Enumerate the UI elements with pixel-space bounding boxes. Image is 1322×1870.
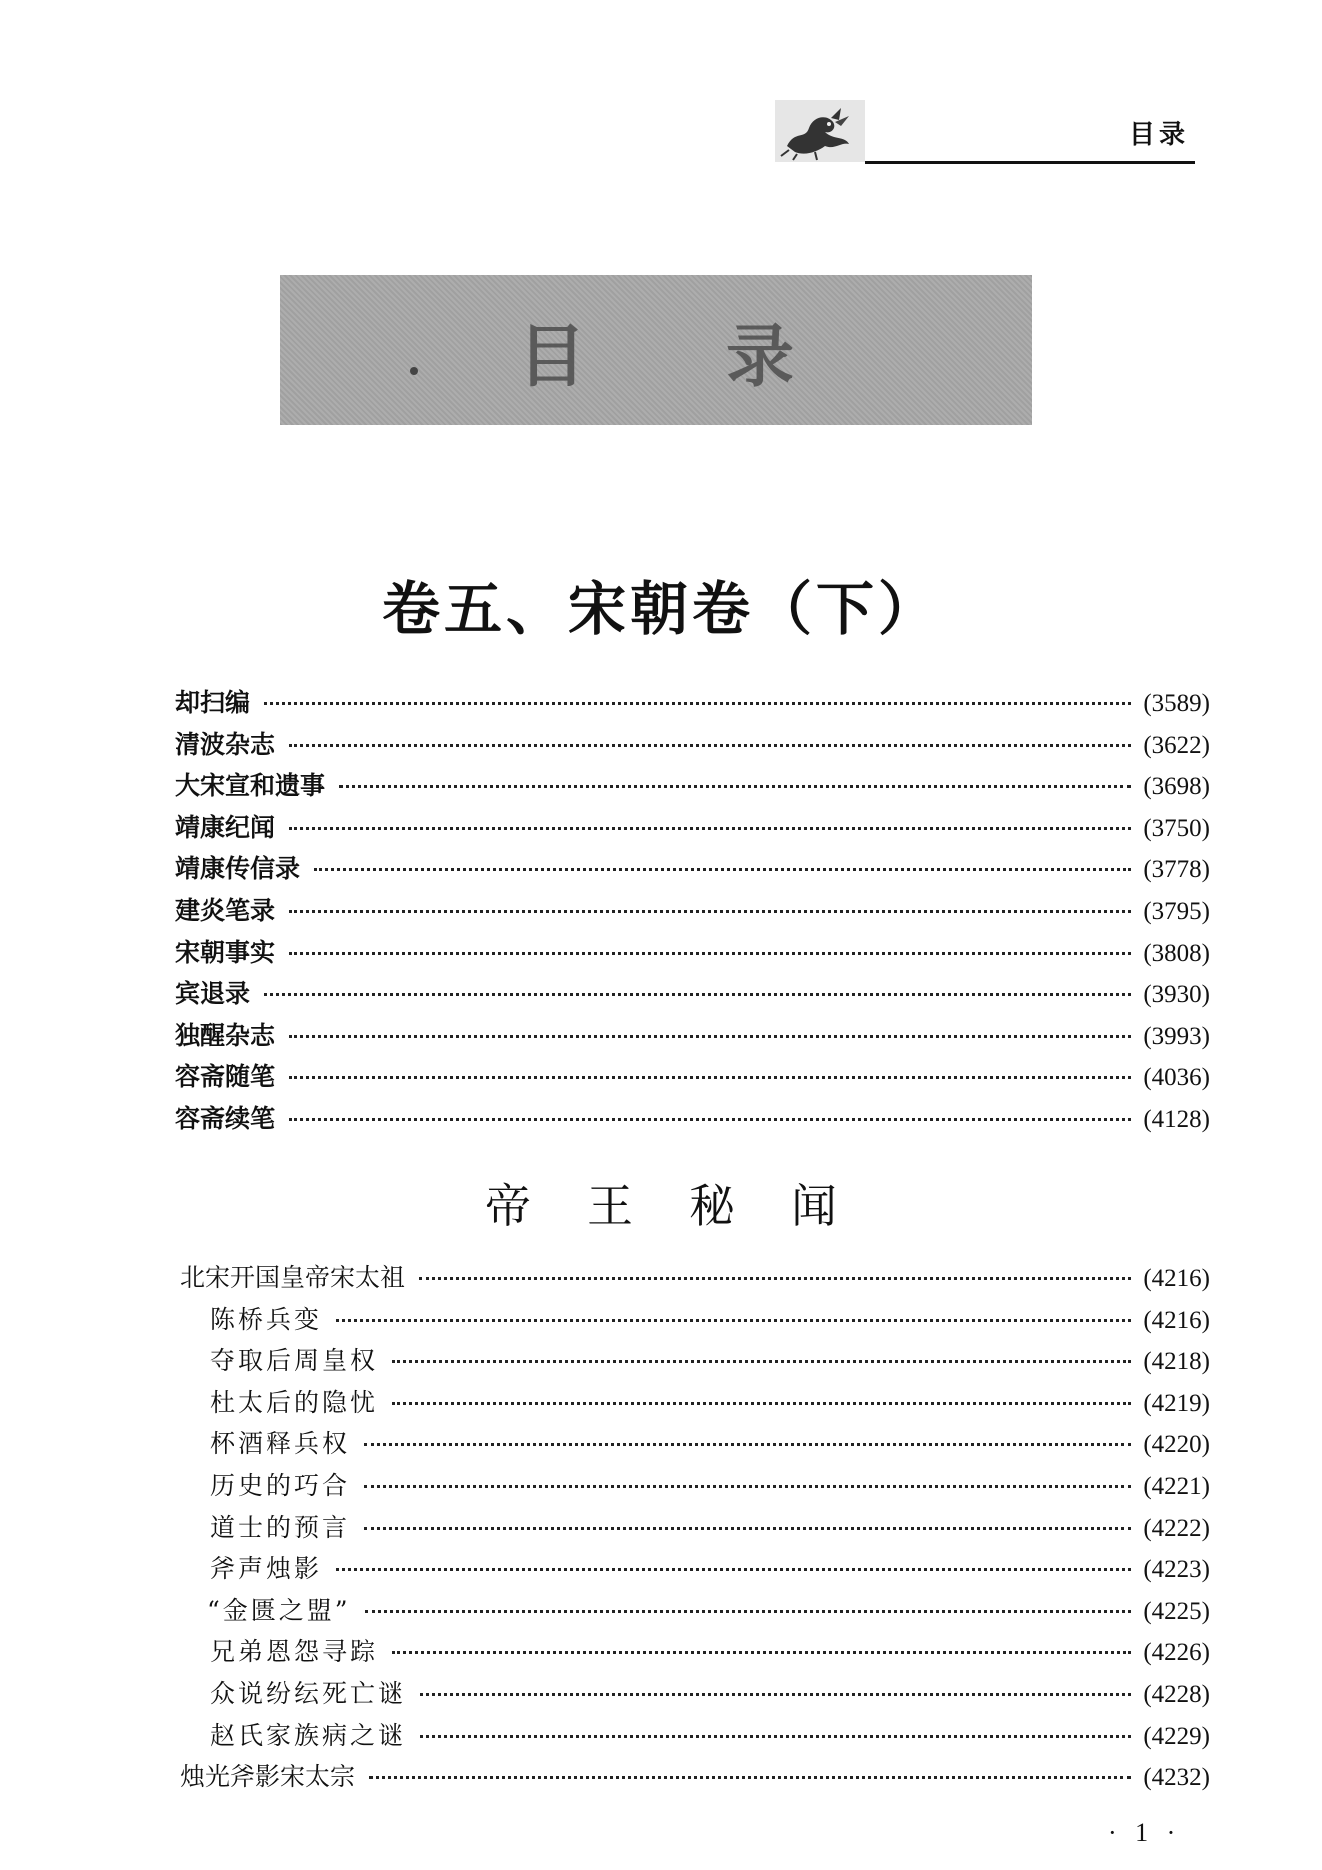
dot-leader	[264, 993, 1131, 996]
toc-entry-title: 兄弟恩怨寻踪	[210, 1637, 379, 1667]
dot-leader	[289, 744, 1131, 747]
toc-entry-title: 历史的巧合	[210, 1470, 351, 1500]
toc-entry-title: 杜太后的隐忧	[210, 1387, 379, 1417]
toc-entry-page: ( 4218 )	[1143, 1348, 1210, 1376]
toc-entry-page: ( 3795 )	[1143, 898, 1210, 926]
toc-entry-title: “金匮之盟”	[207, 1595, 351, 1625]
dot-leader	[289, 1118, 1131, 1121]
dot-leader	[420, 1735, 1131, 1738]
toc-entry-title: 斧声烛影	[210, 1554, 323, 1584]
toc-entry-title: 赵氏家族病之谜	[210, 1720, 407, 1750]
toc-entry[interactable]	[0, 1591, 1322, 1633]
dot-leader	[289, 1076, 1131, 1079]
toc-entry-page: ( 4232 )	[1143, 1764, 1210, 1792]
toc-entry-title: 大宋宣和遗事	[175, 771, 326, 801]
toc-entry-page: ( 3778 )	[1143, 856, 1210, 884]
volume-heading: 卷五、宋朝卷（下）	[381, 575, 940, 643]
dot-leader	[419, 1277, 1131, 1280]
dot-leader	[364, 1527, 1131, 1530]
toc-entry-title: 陈桥兵变	[210, 1304, 323, 1334]
toc-entry-page: ( 4220 )	[1143, 1431, 1210, 1459]
toc-entry-page: ( 3993 )	[1143, 1023, 1210, 1051]
toc-entry-page: ( 3808 )	[1143, 940, 1210, 968]
toc-entry[interactable]	[0, 1099, 1322, 1141]
page-number: · 1 ·	[1108, 1818, 1182, 1847]
toc-entry[interactable]	[0, 933, 1322, 975]
toc-entry-page: ( 4223 )	[1143, 1556, 1210, 1584]
toc-entry[interactable]	[0, 891, 1322, 933]
dot-leader	[364, 1443, 1131, 1446]
toc-entry-title: 众说纷纭死亡谜	[210, 1678, 407, 1708]
toc-entry-page: ( 4216 )	[1143, 1307, 1210, 1335]
toc-entry-page: ( 4036 )	[1143, 1064, 1210, 1092]
toc-entry-page: ( 4221 )	[1143, 1473, 1210, 1501]
toc-entry-title: 靖康传信录	[175, 854, 301, 884]
toc-entry-page: ( 3698 )	[1143, 773, 1210, 801]
toc-entry[interactable]	[0, 1466, 1322, 1508]
running-header	[775, 100, 1195, 166]
toc-entry-title: 容斋续笔	[175, 1103, 276, 1133]
dot-leader	[392, 1651, 1131, 1654]
toc-entry-title: 烛光斧影宋太宗	[180, 1762, 356, 1792]
toc-entry[interactable]	[0, 1757, 1322, 1799]
toc-entry[interactable]	[0, 1016, 1322, 1058]
dot-leader	[264, 702, 1131, 705]
dot-leader	[365, 1610, 1132, 1613]
toc-entry-title: 靖康纪闻	[175, 812, 276, 842]
toc-entry-title: 道士的预言	[210, 1512, 351, 1542]
toc-entry-title: 北宋开国皇帝宋太祖	[180, 1263, 406, 1292]
section-toc-list	[0, 1258, 1322, 1799]
volume-toc-list	[0, 683, 1322, 1141]
dot-leader	[392, 1402, 1131, 1405]
dot-leader	[289, 910, 1131, 913]
toc-entry-page: ( 4216 )	[1143, 1265, 1210, 1293]
toc-entry-page: ( 4222 )	[1143, 1515, 1210, 1543]
header-rule	[865, 161, 1195, 164]
banner-title: 目录	[517, 318, 934, 397]
dot-leader	[364, 1485, 1131, 1488]
toc-entry[interactable]	[0, 683, 1322, 725]
dot-leader	[369, 1776, 1131, 1779]
toc-entry-title: 宾退录	[175, 979, 251, 1009]
toc-entry-page: ( 3589 )	[1143, 690, 1210, 718]
toc-entry-page: ( 4225 )	[1143, 1598, 1210, 1626]
dot-leader	[339, 785, 1131, 788]
toc-entry[interactable]	[0, 725, 1322, 767]
dot-leader	[336, 1568, 1131, 1571]
toc-entry[interactable]	[0, 1300, 1322, 1342]
toc-entry[interactable]	[0, 1424, 1322, 1466]
toc-entry-page: ( 4226 )	[1143, 1639, 1210, 1667]
toc-entry-title: 却扫编	[175, 688, 251, 717]
dot-leader	[289, 1035, 1131, 1038]
dot-leader	[420, 1693, 1131, 1696]
toc-entry[interactable]	[0, 1632, 1322, 1674]
dot-leader	[336, 1319, 1131, 1322]
section-heading: 帝王秘闻	[485, 1179, 893, 1233]
toc-entry[interactable]	[0, 1549, 1322, 1591]
running-header-title: 目录	[1128, 120, 1189, 150]
toc-entry-title: 容斋随笔	[175, 1062, 276, 1092]
toc-entry[interactable]	[0, 1383, 1322, 1425]
toc-entry-page: ( 4229 )	[1143, 1723, 1210, 1751]
toc-entry-page: ( 4219 )	[1143, 1390, 1210, 1418]
toc-entry-title: 杯酒释兵权	[210, 1429, 351, 1459]
dot-leader	[314, 868, 1131, 871]
toc-entry[interactable]	[0, 974, 1322, 1016]
toc-entry-title: 独醒杂志	[175, 1020, 276, 1050]
toc-entry-title: 建炎笔录	[175, 895, 276, 925]
toc-entry[interactable]	[0, 1258, 1322, 1300]
dot-leader	[289, 827, 1131, 830]
dot-leader	[289, 952, 1131, 955]
toc-entry[interactable]	[0, 766, 1322, 808]
toc-entry[interactable]	[0, 1508, 1322, 1550]
dot-leader	[392, 1360, 1131, 1363]
toc-entry-page: ( 4228 )	[1143, 1681, 1210, 1709]
toc-entry[interactable]	[0, 1341, 1322, 1383]
toc-entry-page: ( 4128 )	[1143, 1106, 1210, 1134]
toc-entry-title: 清波杂志	[175, 729, 276, 759]
toc-entry[interactable]	[0, 1057, 1322, 1099]
toc-entry-page: ( 3622 )	[1143, 732, 1210, 760]
title-banner	[280, 275, 1032, 425]
toc-entry[interactable]	[0, 849, 1322, 891]
toc-entry[interactable]	[0, 808, 1322, 850]
toc-entry[interactable]	[0, 1716, 1322, 1758]
dragon-emblem-icon	[775, 100, 865, 162]
toc-entry-title: 夺取后周皇权	[210, 1346, 379, 1376]
toc-entry-page: ( 3930 )	[1143, 981, 1210, 1009]
toc-entry-title: 宋朝事实	[175, 937, 276, 967]
toc-entry[interactable]	[0, 1674, 1322, 1716]
toc-entry-page: ( 3750 )	[1143, 815, 1210, 843]
